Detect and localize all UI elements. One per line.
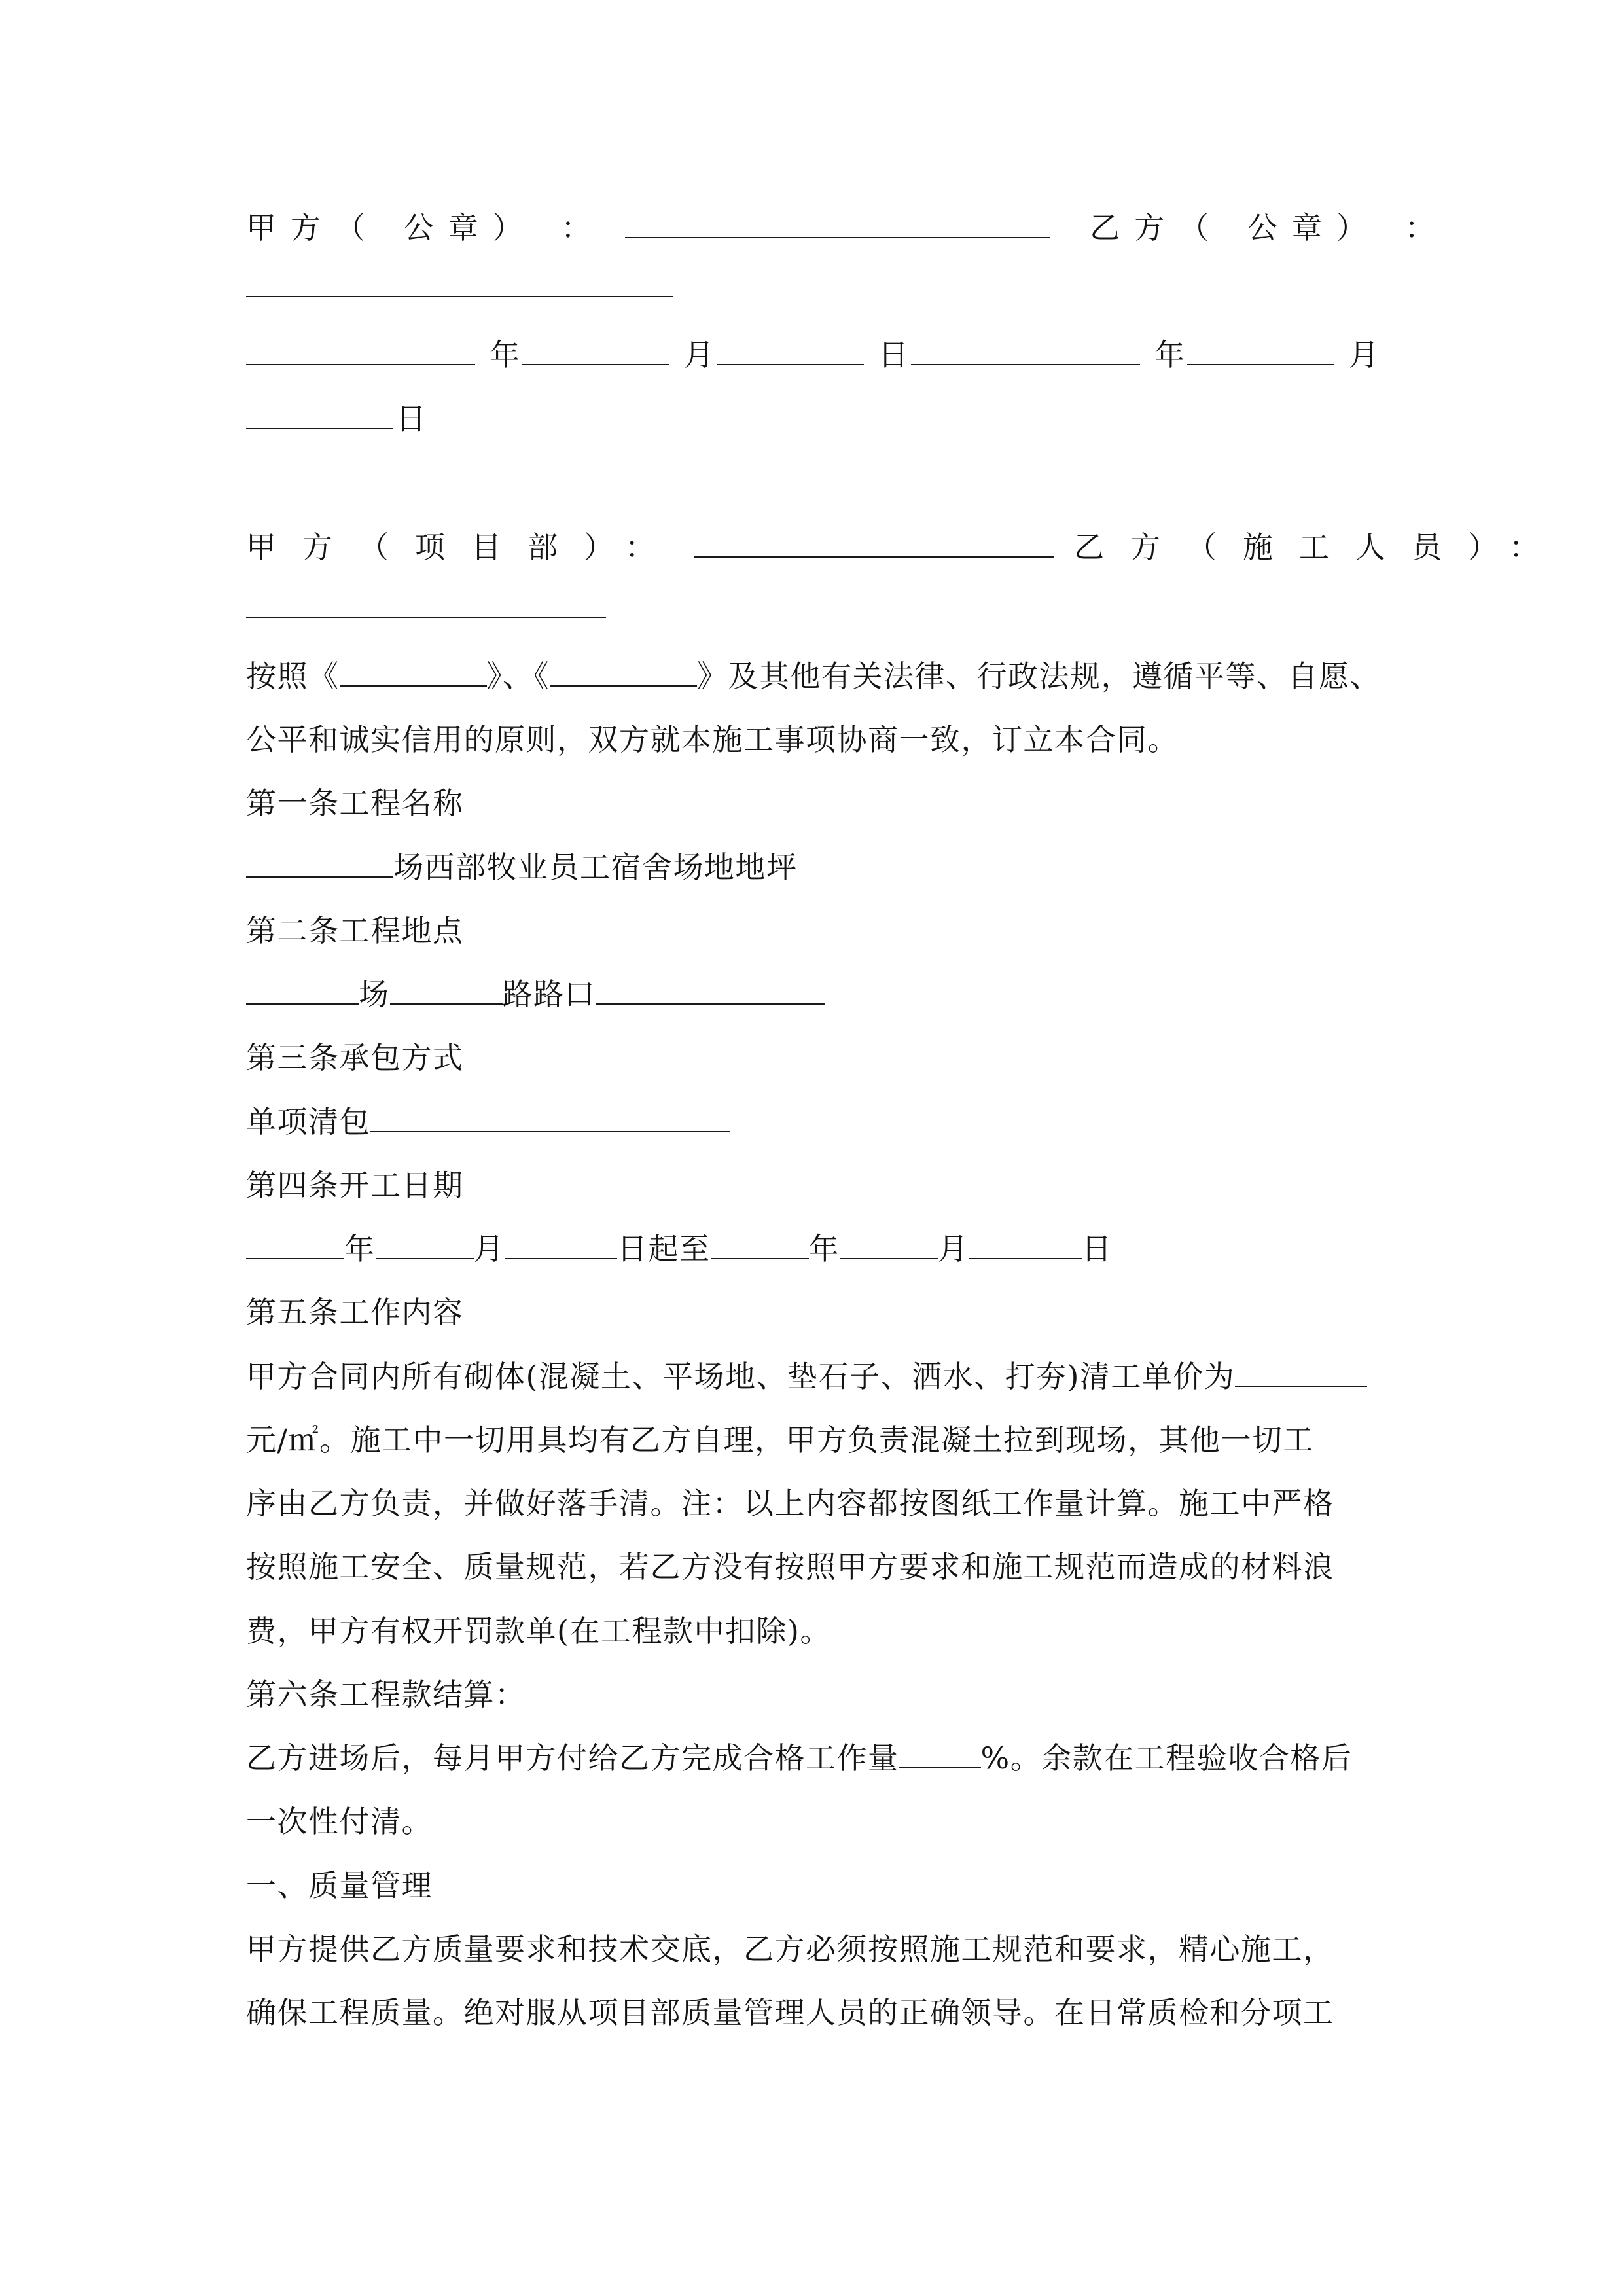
end-day-blank [969, 1229, 1082, 1259]
intro-prefix: 按照《 [246, 658, 340, 694]
article-4-body [246, 1229, 1113, 1268]
intro-line-2: 公平和诚实信用的原则，双方就本施工事项协商一致，订立本合同。 [246, 722, 1179, 757]
unit-price-text: 甲方合同内所有砌体(混凝土、平场地、垫石子、洒水、打夯)清工单价为 [246, 1359, 1236, 1394]
start-year-blank [246, 1229, 344, 1259]
law-2-blank [550, 656, 697, 687]
road-blank [390, 975, 503, 1005]
party-a-year-blank [246, 335, 475, 365]
party-a-year-label: 年 [490, 337, 520, 372]
end-year-blank [711, 1229, 809, 1259]
end-month-blank [840, 1229, 938, 1259]
article-5-line-1 [246, 1357, 1367, 1396]
article-5-title: 第五条工作内容 [246, 1295, 464, 1330]
article-1-body [246, 848, 798, 887]
article-4-title: 第四条开工日期 [246, 1168, 464, 1203]
payment-suffix: %。余款在工程验收合格后 [980, 1740, 1353, 1776]
party-b-workers-blank [246, 588, 606, 618]
intro-mid: 》、《 [486, 658, 550, 694]
project-name-text: 场西部牧业员工宿舍场地地坪 [393, 850, 798, 885]
seal-line [246, 208, 1450, 247]
party-a-dept-label: 甲方（项目部）： [246, 529, 681, 565]
quality-line-2: 确保工程质量。绝对服从项目部质量管理人员的正确领导。在日常质检和分项工 [246, 1995, 1334, 2030]
contract-mode-text: 单项清包 [246, 1104, 370, 1139]
site-label: 场 [359, 977, 390, 1012]
article-2-body [246, 975, 825, 1014]
party-b-day-blank [246, 399, 393, 429]
article-6-line-1 [246, 1738, 1352, 1778]
payment-text: 乙方进场后，每月甲方付给乙方完成合格工作量 [246, 1740, 899, 1776]
party-b-seal-blank [246, 267, 673, 297]
start-month-blank [376, 1229, 474, 1259]
road-label: 路路口 [502, 977, 596, 1012]
payment-percent-blank [899, 1738, 981, 1768]
article-6-title: 第六条工程款结算： [246, 1677, 526, 1712]
party-a-seal-blank [625, 208, 1050, 238]
party-a-day-blank [717, 335, 864, 365]
law-1-blank [340, 656, 487, 687]
party-b-month-blank [1187, 335, 1334, 365]
party-a-dept-blank [694, 528, 1054, 558]
dept-line [246, 528, 1565, 567]
party-b-day-label: 日 [396, 401, 426, 437]
article-5-line-3: 序由乙方负责，并做好落手清。注：以上内容都按图纸工作量计算。施工中严格 [246, 1486, 1334, 1521]
intro-line-1 [246, 656, 1381, 696]
article-5-line-5: 费，甲方有权开罚款单(在工程款中扣除)。 [246, 1613, 831, 1649]
article-6-line-2: 一次性付清。 [246, 1804, 433, 1839]
party-b-workers-blank-line [246, 588, 606, 627]
article-1-title: 第一条工程名称 [246, 785, 464, 821]
party-a-month-blank [522, 335, 669, 365]
date-line-2 [246, 399, 426, 439]
end-day-label: 日 [1081, 1231, 1113, 1266]
party-b-month-label: 月 [1349, 337, 1379, 372]
party-b-seal-label: 乙方（ 公章） ： [1090, 210, 1450, 245]
party-a-day-label: 日 [878, 337, 908, 372]
article-5-line-4: 按照施工安全、质量规范，若乙方没有按照甲方要求和施工规范而造成的材料浪 [246, 1549, 1334, 1585]
article-5-line-2: 元/㎡。施工中一切用具均有乙方自理，甲方负责混凝土拉到现场，其他一切工 [246, 1422, 1314, 1458]
party-b-seal-blank-line [246, 267, 673, 306]
intro-suffix: 》及其他有关法律、行政法规，遵循平等、自愿、 [697, 658, 1381, 694]
article-2-title: 第二条工程地点 [246, 913, 464, 948]
start-year-label: 年 [344, 1231, 376, 1266]
date-line [246, 335, 1382, 374]
project-name-blank [246, 848, 393, 878]
article-3-body [246, 1102, 730, 1141]
article-3-title: 第三条承包方式 [246, 1040, 464, 1075]
contract-mode-blank [370, 1102, 730, 1132]
end-year-label: 年 [808, 1231, 840, 1266]
party-b-workers-label: 乙方（施工人员）： [1074, 529, 1565, 565]
quality-title: 一、质量管理 [246, 1868, 433, 1903]
intersection-blank [596, 975, 825, 1005]
unit-price-blank [1235, 1357, 1367, 1387]
party-b-year-label: 年 [1154, 337, 1185, 372]
quality-line-1: 甲方提供乙方质量要求和技术交底，乙方必须按照施工规范和要求，精心施工， [246, 1931, 1334, 1967]
party-a-month-label: 月 [684, 337, 714, 372]
site-blank [246, 975, 359, 1005]
party-a-seal-label: 甲方（ 公章） ： [246, 210, 606, 245]
party-b-year-blank [911, 335, 1140, 365]
start-day-blank [505, 1229, 617, 1259]
start-day-to-label: 日起至 [617, 1231, 711, 1266]
end-month-label: 月 [938, 1231, 969, 1266]
start-month-label: 月 [473, 1231, 505, 1266]
